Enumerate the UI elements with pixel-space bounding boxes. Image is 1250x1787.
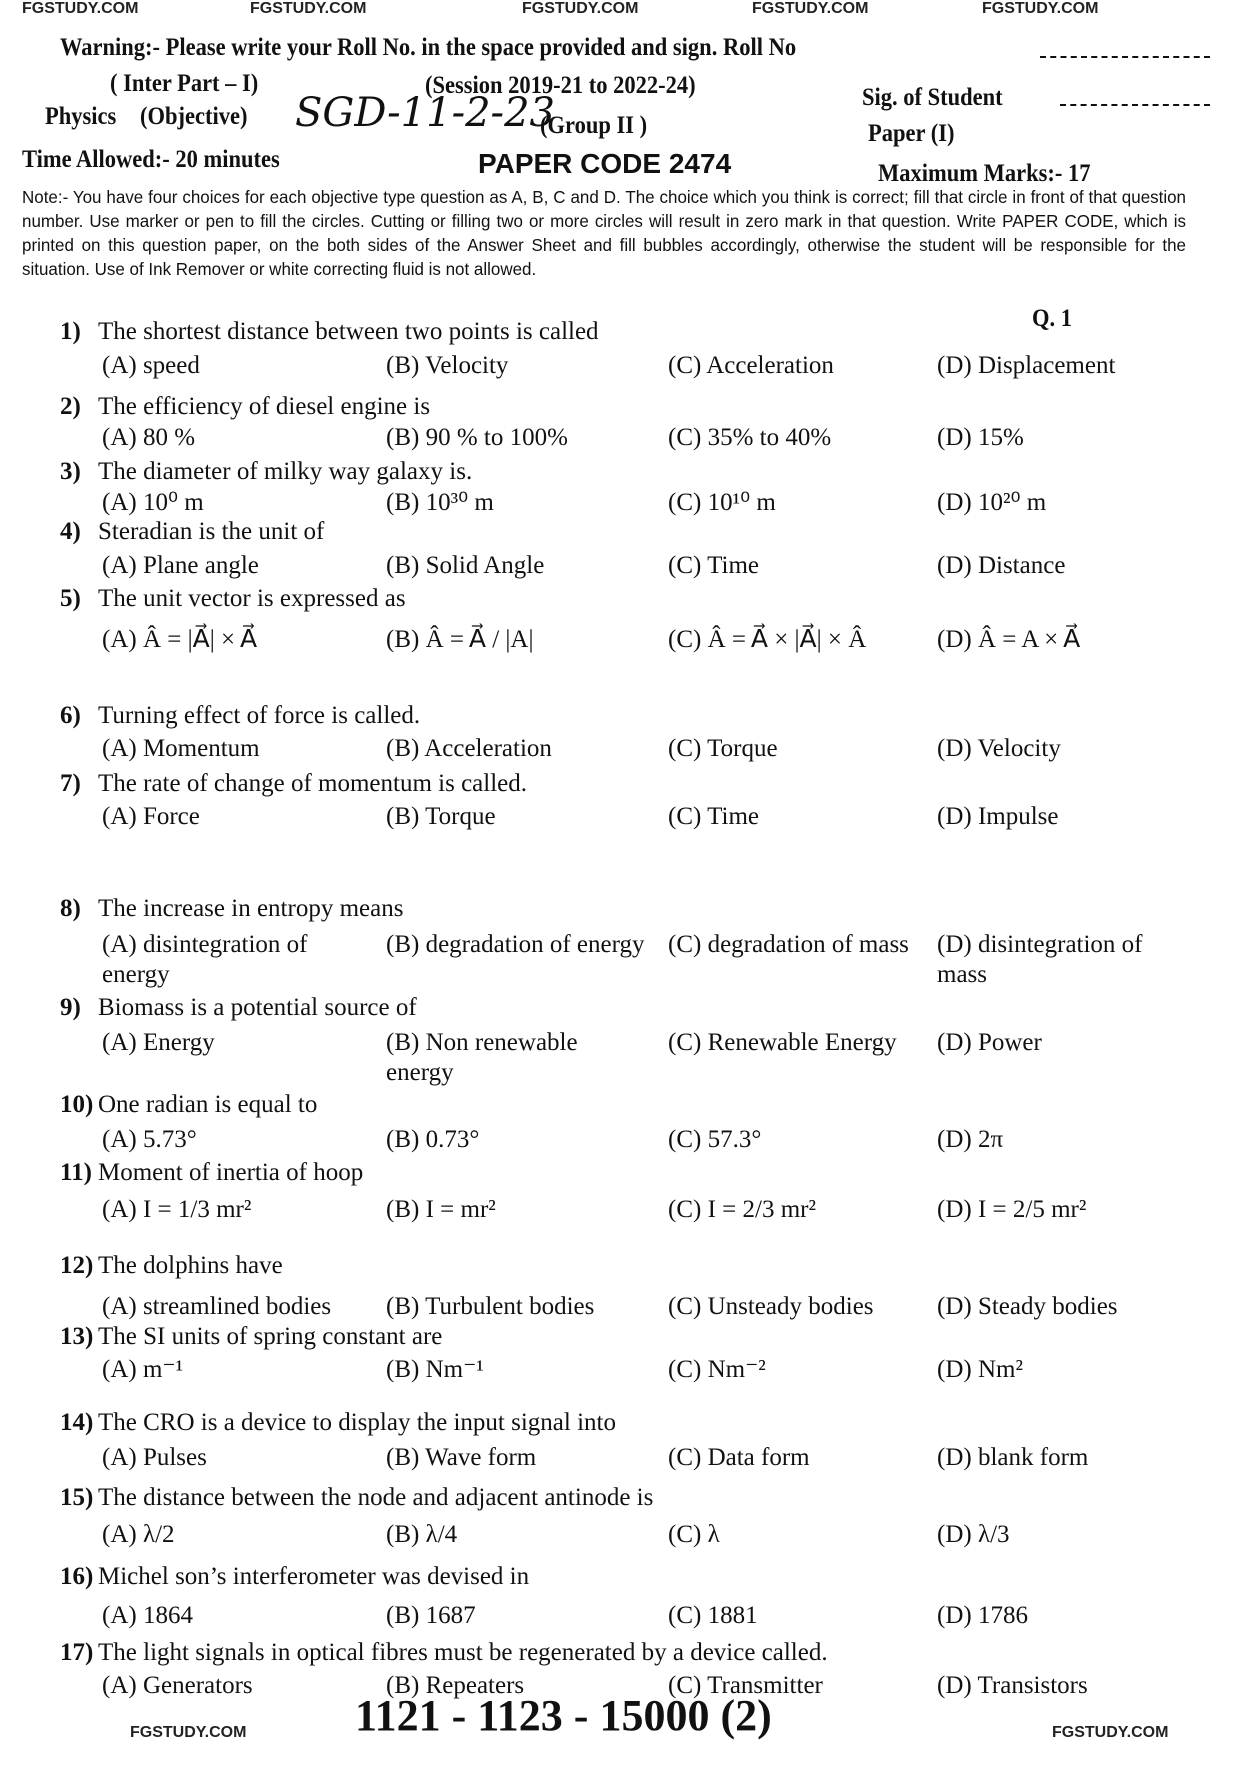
option-d: (D) Transistors: [937, 1672, 1088, 1699]
option-d: (D) Velocity: [937, 735, 1061, 762]
question-text: Moment of inertia of hoop: [98, 1159, 364, 1186]
option-d: (D) λ/3: [937, 1521, 1010, 1548]
question-label: Q. 1: [1032, 305, 1073, 332]
paper-label: Paper (I): [868, 120, 955, 147]
watermark: FGSTUDY.COM: [522, 0, 639, 17]
option-a: (A) Momentum: [102, 735, 260, 762]
class-label: ( Inter Part – I): [110, 70, 259, 97]
watermark: FGSTUDY.COM: [250, 0, 367, 17]
question-number: 15): [60, 1484, 94, 1511]
option-b: (B) λ/4: [386, 1521, 458, 1548]
option-a: (A) λ/2: [102, 1521, 175, 1548]
option-d: (D) Impulse: [937, 803, 1059, 830]
question-number: 1): [60, 318, 81, 345]
question-number: 14): [60, 1409, 94, 1436]
question-number: 9): [60, 994, 81, 1021]
question-number: 7): [60, 770, 81, 797]
question-6: [60, 702, 420, 730]
option-d: (D) 10²⁰ m: [937, 489, 1047, 516]
option-a: (A) Generators: [102, 1672, 253, 1699]
option-c: (C) Unsteady bodies: [668, 1293, 874, 1320]
question-text: The rate of change of momentum is called.: [98, 770, 528, 797]
option-d: (D) Distance: [937, 552, 1066, 579]
paper-code: PAPER CODE 2474: [478, 148, 732, 179]
question-number: 12): [60, 1252, 94, 1279]
question-1: [60, 318, 599, 346]
question-number: 4): [60, 518, 81, 545]
watermark: FGSTUDY.COM: [752, 0, 869, 17]
option-c: (C) Renewable Energy: [668, 1029, 897, 1056]
question-text: The distance between the node and adjacent antinode is: [98, 1484, 654, 1511]
question-text: Michel son’s interferometer was devised in: [98, 1563, 530, 1590]
option-d: (D) 15%: [937, 424, 1024, 451]
option-d: (D) Power: [937, 1029, 1042, 1056]
option-c: (C) I = 2/3 mr²: [668, 1196, 816, 1223]
question-13: [60, 1323, 442, 1351]
option-c: (C) Torque: [668, 735, 778, 762]
option-a: (A) m⁻¹: [102, 1356, 184, 1383]
option-d: (D) Nm²: [937, 1356, 1023, 1383]
type-label: (Objective): [140, 103, 248, 130]
question-10: [60, 1091, 317, 1119]
question-12: [60, 1252, 283, 1280]
session-label: (Session 2019-21 to 2022-24): [425, 72, 696, 99]
option-a: (A) 1864: [102, 1602, 193, 1629]
option-b: (B) Torque: [386, 803, 496, 830]
option-b: (B) I = mr²: [386, 1196, 496, 1223]
question-11: [60, 1159, 363, 1187]
option-a: (A) Pulses: [102, 1444, 207, 1471]
option-b: (B) 90 % to 100%: [386, 424, 568, 451]
option-d: (D) Steady bodies: [937, 1293, 1118, 1320]
option-a: (A) speed: [102, 352, 200, 379]
question-number: 16): [60, 1563, 94, 1590]
option-c: (C) Time: [668, 803, 760, 830]
question-text: The shortest distance between two points is called: [98, 318, 599, 345]
handwritten-code: SGD-11-2-23: [295, 90, 555, 136]
question-2: [60, 393, 430, 421]
question-text: The SI units of spring constant are: [98, 1323, 443, 1350]
question-text: The increase in entropy means: [98, 895, 404, 922]
question-number: 13): [60, 1323, 94, 1350]
question-text: The unit vector is expressed as: [98, 585, 406, 612]
option-d: (D) Displacement: [937, 352, 1116, 379]
question-number: 6): [60, 702, 81, 729]
footer-code: 1121 - 1123 - 15000 (2): [355, 1691, 772, 1740]
question-8: [60, 895, 403, 923]
max-marks: Maximum Marks:- 17: [878, 160, 1091, 187]
question-17: [60, 1639, 828, 1667]
option-a: (A) streamlined bodies: [102, 1293, 332, 1320]
time-allowed: Time Allowed:- 20 minutes: [22, 146, 280, 173]
question-number: 2): [60, 393, 81, 420]
option-a: (A) Plane angle: [102, 552, 259, 579]
watermark: FGSTUDY.COM: [1052, 1724, 1169, 1741]
roll-no-field[interactable]: [1040, 56, 1210, 58]
option-c: (C) Data form: [668, 1444, 810, 1471]
option-b: (B) Velocity: [386, 352, 509, 379]
option-a: (A) 80 %: [102, 424, 196, 451]
option-b: (B) Turbulent bodies: [386, 1293, 595, 1320]
watermark: FGSTUDY.COM: [130, 1724, 247, 1741]
question-number: 3): [60, 458, 81, 485]
question-text: The efficiency of diesel engine is: [98, 393, 431, 420]
option-b: (B) Solid Angle: [386, 552, 545, 579]
option-a: (A) Â = |A⃗| × A⃗: [102, 626, 258, 653]
option-b: (B) Non renewable energy: [386, 1029, 578, 1086]
option-c: (C) 10¹⁰ m: [668, 489, 776, 516]
option-a: (A) 10⁰ m: [102, 489, 204, 516]
question-15: [60, 1484, 653, 1512]
option-b: (B) degradation of energy: [386, 931, 645, 958]
option-b: (B) 1687: [386, 1602, 476, 1629]
question-number: 5): [60, 585, 81, 612]
option-c: (C) Nm⁻²: [668, 1356, 766, 1383]
question-number: 8): [60, 895, 81, 922]
option-c: (C) Â = A⃗ × |A⃗| × Â: [668, 626, 867, 653]
question-number: 11): [60, 1159, 92, 1186]
question-14: [60, 1409, 616, 1437]
option-a: (A) Force: [102, 803, 200, 830]
question-text: Biomass is a potential source of: [98, 994, 417, 1021]
option-b: (B) Nm⁻¹: [386, 1356, 484, 1383]
question-4: [60, 518, 324, 546]
question-number: 17): [60, 1639, 94, 1666]
option-a: (A) disintegration of energy: [102, 931, 308, 988]
option-c: (C) λ: [668, 1521, 720, 1548]
option-d: (D) disintegration of mass: [937, 931, 1143, 988]
option-b: (B) Repeaters: [386, 1672, 525, 1699]
option-b: (B) Wave form: [386, 1444, 537, 1471]
option-c: (C) degradation of mass: [668, 931, 909, 958]
option-d: (D) 1786: [937, 1602, 1028, 1629]
question-text: The dolphins have: [98, 1252, 283, 1279]
option-b: (B) Acceleration: [386, 735, 552, 762]
option-b: (B) 10³⁰ m: [386, 489, 494, 516]
question-text: The diameter of milky way galaxy is.: [98, 458, 473, 485]
question-7: [60, 770, 527, 798]
option-b: (B) Â = A⃗ / |A|: [386, 626, 534, 653]
instructions-note: Note:- You have four choices for each objective type question as A, B, C and D. The choice which you think is correct; fill that circle in front of that question number. Use marker or pen to fill the circles. Cutting or filling two or more circles will result in zero mark in that question. Write PAPER CODE, which is printed on this question paper, on the both sides of the Answer Sheet and fill bubbles accordingly, otherwise the student will be responsible for the situation. Use of Ink Remover or white correcting fluid is not allowed.: [22, 187, 1186, 279]
watermark: FGSTUDY.COM: [982, 0, 1099, 17]
option-c: (C) 1881: [668, 1602, 758, 1629]
option-c: (C) 57.3°: [668, 1126, 762, 1153]
option-a: (A) I = 1/3 mr²: [102, 1196, 252, 1223]
option-c: (C) Transmitter: [668, 1672, 823, 1699]
question-text: One radian is equal to: [98, 1091, 318, 1118]
watermark: FGSTUDY.COM: [22, 0, 139, 17]
question-text: Turning effect of force is called.: [98, 702, 421, 729]
option-d: (D) blank form: [937, 1444, 1089, 1471]
question-text: The CRO is a device to display the input signal into: [98, 1409, 616, 1436]
question-text: The light signals in optical fibres must be regenerated by a device called.: [98, 1639, 828, 1666]
option-b: (B) 0.73°: [386, 1126, 480, 1153]
option-d: (D) 2π: [937, 1126, 1004, 1153]
signature-label: Sig. of Student: [862, 84, 1003, 111]
option-c: (C) Time: [668, 552, 760, 579]
option-d: (D) Â = A × A⃗: [937, 626, 1081, 653]
option-a: (A) 5.73°: [102, 1126, 197, 1153]
option-c: (C) 35% to 40%: [668, 424, 832, 451]
question-3: [60, 458, 472, 486]
question-5: [60, 585, 406, 613]
question-16: [60, 1563, 529, 1591]
subject-label: Physics: [45, 103, 117, 130]
question-number: 10): [60, 1091, 94, 1118]
warning-text: Warning:- Please write your Roll No. in the space provided and sign. Roll No: [60, 34, 797, 61]
option-d: (D) I = 2/5 mr²: [937, 1196, 1087, 1223]
question-text: Steradian is the unit of: [98, 518, 325, 545]
signature-field[interactable]: [1060, 104, 1210, 106]
option-a: (A) Energy: [102, 1029, 215, 1056]
question-9: [60, 994, 417, 1022]
group-label: (Group II ): [540, 112, 648, 139]
option-c: (C) Acceleration: [668, 352, 834, 379]
